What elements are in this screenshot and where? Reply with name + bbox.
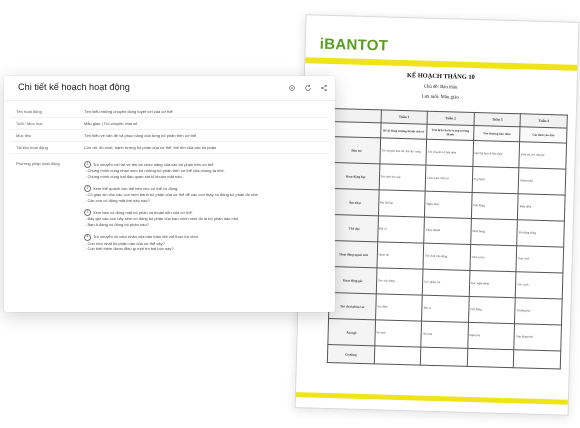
- plan-cell: Trò chơi vận động: [423, 243, 470, 270]
- field-label: Mục tiêu: [16, 133, 32, 138]
- card-title: Chi tiết kế hoạch hoạt động: [18, 82, 130, 92]
- row-label: Hoạt động học: [332, 163, 379, 190]
- field-row-method: [10, 154, 329, 261]
- row-label: Đón trẻ: [333, 137, 380, 164]
- step-bullet: - Các con có động mặt thế nào nào?: [85, 197, 150, 203]
- card-header: [4, 76, 335, 101]
- step-heading: Trò chuyện với trẻ về tên và chức năng của các bộ phận trên cơ thể: [93, 161, 214, 167]
- step-heading: Trò chuyện về cảm nhận của bản thân đối với thực trò chơi.: [93, 234, 200, 240]
- plan-cell: Tạo hình: [472, 166, 519, 193]
- plan-cell: Vệ sinh: [374, 320, 421, 347]
- printed-plan-document: [295, 14, 580, 415]
- step-number-badge: 4: [84, 234, 91, 241]
- plan-cell: Đón trẻ, trò chuyện: [519, 142, 566, 169]
- field-value: Tìm hiểu về vấn đề và phục năng của từng bộ phận trên cơ thể: [84, 133, 197, 138]
- plan-table: [327, 108, 568, 369]
- plan-cell: Góc sách: [516, 272, 563, 299]
- refresh-icon[interactable]: [303, 83, 313, 93]
- step-bullet: - Chúng mình cùng hát đầu quan sát kĩ khuôn mặt nào.: [85, 173, 183, 179]
- plan-cell: Đi thăng bằng: [517, 220, 564, 247]
- plan-cell: Hát bài hát về bản thân: [473, 140, 520, 167]
- method-step: [84, 161, 325, 179]
- topic-cell: Bé đi đúng trường thành chữ tử: [380, 123, 427, 139]
- col-week-1: Tuần 1: [381, 110, 428, 124]
- row-label: Cooking: [327, 345, 374, 364]
- field-row-goal: [10, 130, 329, 142]
- row-label: Ăn ngủ: [328, 319, 375, 346]
- plan-cell: Gia đình: [375, 294, 422, 321]
- method-step: [84, 209, 325, 227]
- plan-cell: [374, 346, 421, 365]
- plan-cell: Nghe nhạc: [425, 191, 472, 218]
- plan-cell: Cửa hàng: [468, 296, 515, 323]
- plan-cell: Ném bóng: [470, 218, 517, 245]
- plan-cell: Trò chơi học tập: [379, 164, 426, 191]
- row-label: Âm nhạc: [331, 189, 378, 216]
- method-step: [84, 185, 325, 203]
- plan-cell: Trò chuyện về bản thân: [426, 139, 473, 166]
- step-bullet: - Bây giờ các con hãy xem có động bộ phận của bạn mình xem đó là bộ phận nào nhé.: [85, 216, 240, 222]
- doc-subtitle-age: Lứa tuổi: Mẫu giáo: [421, 94, 459, 101]
- plan-cell: [514, 350, 561, 369]
- topic-cell: Gia đình yêu dấu: [520, 127, 567, 143]
- method-step: [84, 234, 325, 252]
- plan-cell: Làm quen chữ cái: [425, 165, 472, 192]
- field-row-age: [10, 118, 329, 130]
- plan-cell: Bác sĩ: [422, 295, 469, 322]
- step-bullet: - Cô giáo xin cho các con xem tranh bộ phận của cơ thể để các con thấy có động bộ phận đó nhé.: [85, 192, 259, 198]
- field-label: Tuổi / Mức học: [16, 121, 43, 126]
- field-label: Tài liệu hoạt động: [16, 145, 48, 150]
- plan-cell: Vận động nhẹ: [514, 324, 561, 351]
- plan-cell: Biểu diễn: [518, 194, 565, 221]
- col-week-4: Tuần 4: [520, 114, 567, 128]
- detail-rows: [10, 106, 329, 261]
- plan-cell: Quan sát: [377, 242, 424, 269]
- step-bullet: - Con nhớ nhất bộ phận nào của cơ thể vậy?: [85, 240, 165, 246]
- plan-cell: [420, 347, 467, 366]
- doc-title: KẾ HOẠCH THÁNG 10: [406, 72, 475, 82]
- method-steps: [80, 158, 329, 261]
- plan-cell: Ăn trưa: [421, 321, 468, 348]
- plan-cell: Ngủ trưa: [468, 322, 515, 349]
- plan-cell: Khám phá: [518, 168, 565, 195]
- plan-cell: Chơi tự do: [470, 244, 517, 271]
- step-bullet: - Chúng mình cùng nhau xem bộ những bộ phận trên cơ thể của chúng ta nhé.: [85, 168, 225, 173]
- share-icon[interactable]: [319, 83, 329, 93]
- yellow-footer-bar: [296, 392, 568, 405]
- step-number-badge: 1: [84, 161, 91, 168]
- field-label: Tên hoạt động: [16, 109, 42, 114]
- plan-cell: Trò chuyện đón trẻ, thể dục sáng: [379, 138, 426, 165]
- topic-cell: Trải lịch của bé trong trường thành: [427, 124, 474, 140]
- plan-cell: Góc nghệ thuật: [469, 270, 516, 297]
- topic-cell: Yêu thương bản thân: [473, 125, 520, 141]
- plan-cell: [467, 348, 514, 367]
- step-heading: Xem thể quanh các thể bên cho cơ thể có động.: [93, 185, 179, 191]
- plan-cell: Hát bài hát: [378, 190, 425, 217]
- yellow-divider: [305, 57, 577, 71]
- step-number-badge: 3: [84, 209, 91, 216]
- header-actions: [287, 83, 329, 93]
- row-label: Thể dục: [331, 215, 378, 242]
- field-value: Mẫu giáo | Trò chuyện chia sẻ: [84, 121, 138, 126]
- row-label: Hoạt động ngoài trời: [330, 241, 377, 268]
- step-bullet: - Con biết thêm được điều gì mới trò bài học này?: [85, 246, 174, 252]
- plan-cell: Góc xây dựng: [376, 268, 423, 295]
- settings-icon[interactable]: [287, 83, 297, 93]
- step-number-badge: 2: [84, 185, 91, 192]
- field-label: Phương pháp hoạt động: [16, 161, 60, 166]
- plan-cell: Góc phân vai: [422, 269, 469, 296]
- step-heading: Xem bạn có động mặt bộ phận và thuần sẽn của cơ thể.: [93, 210, 193, 216]
- row-label: Hoạt động góc: [329, 267, 376, 294]
- step-bullet: - Bạn A đang có động bộ phận nào?: [85, 221, 149, 227]
- table-corner: [334, 109, 381, 123]
- row-label: Trò chơi phân vai: [329, 293, 376, 320]
- plan-cell: Vận động: [471, 192, 518, 219]
- field-value: Tìm hiểu những chuyến động tuyệt vời của cơ thể: [84, 109, 173, 114]
- field-value: Con rối, đồ chơi, tranh tượng bộ phận của cơ thể, thẻ tên của các bộ phận: [84, 145, 217, 150]
- col-week-2: Tuần 2: [427, 111, 474, 125]
- col-week-3: Tuần 3: [474, 112, 521, 126]
- field-row-materials: [10, 142, 329, 154]
- plan-cell: Bật xa: [377, 216, 424, 243]
- field-row-activity-name: [10, 106, 329, 118]
- brand-logo: iBANTOT: [319, 35, 389, 55]
- plan-cell: Chạy nhanh: [424, 217, 471, 244]
- plan-cell: Trường học: [515, 298, 562, 325]
- plan-cell: Dạo chơi: [516, 246, 563, 273]
- doc-subtitle-topic: Chủ đề: Bản thân: [423, 84, 458, 91]
- activity-detail-card: [4, 76, 335, 312]
